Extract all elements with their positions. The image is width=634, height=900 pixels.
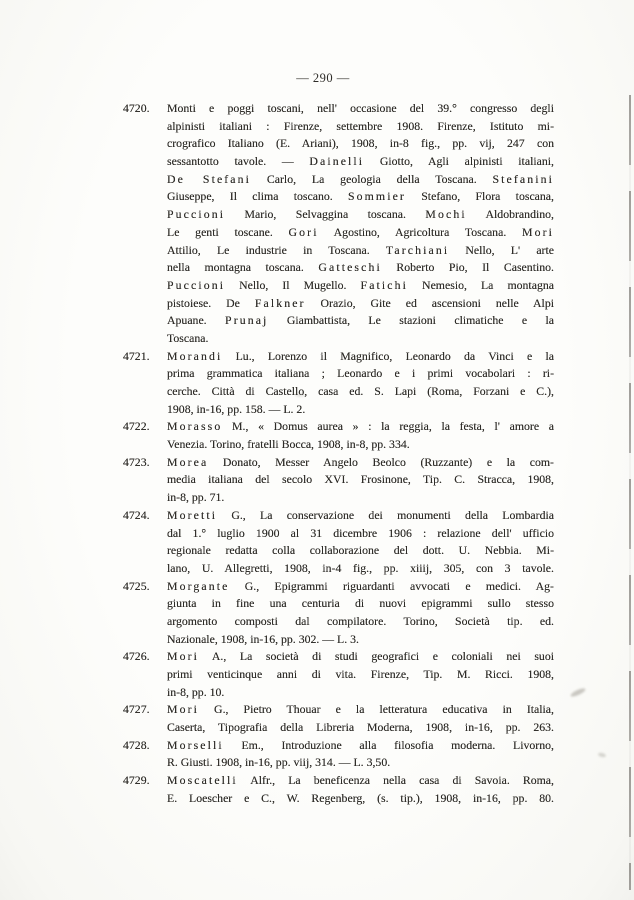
entry-line-text: primi venticinque anni di vita. Firenze, Tip. M. Ricci. 1908, [167,667,554,681]
entry-line-text: pistoiese. De [167,295,255,310]
entry-line [167,719,554,737]
entry-line-text: media italiana del secolo XVI. Frosinone, Tip. C. Stracca, 1908, [167,472,554,487]
entry-text [167,737,554,772]
entry-line [167,401,554,419]
author-name: Gori [288,224,319,239]
entry-line-text: Em., Introduzione alla filosofia moderna. Livorno, [223,737,554,752]
entry-line-text: nella montagna toscana. [167,260,319,275]
author-name: Stefanini [492,171,554,186]
author-name: Fatichi [360,277,409,292]
entry-line-text: dal 1.° luglio 1900 al 31 dicembre 1906 : relazione dell' ufficio [167,525,554,540]
author-name: Falkner [254,295,306,310]
entry-line [167,790,554,808]
entry-line-text: Giambattista, Le stazioni climatiche e la [268,313,554,328]
bibliography-entry [123,701,554,736]
author-name: Moretti [167,507,218,522]
page-number-header: — 290 — [296,71,350,85]
entry-line [167,295,554,313]
bibliography-entry [123,737,554,772]
entry-line-text: Orazio, Gite ed ascensioni nelle Alpi [305,295,554,310]
entry-number: 4725. [123,578,150,593]
entry-number: 4728. [123,737,150,752]
entry-line-text: Agostino, Agricoltura Toscana. [318,224,522,239]
entry-line [167,737,554,755]
entry-number: 4722. [123,419,150,434]
entry-line-text: Toscana. [167,330,209,345]
entry-line-text: Apuane. [167,313,226,328]
entry-line [167,188,554,206]
entry-number: 4727. [123,702,150,717]
entry-number: 4721. [123,348,150,363]
entry-line [167,754,554,772]
entry-line [167,471,554,489]
entry-line-text: Nello, L' arte [449,242,554,257]
author-name: Mori [522,224,554,239]
entry-line [167,383,554,401]
entry-text [167,348,554,419]
entry-line-text: Lu., Lorenzo il Magnifico, Leonardo da Vinci e la [222,348,554,363]
entry-line-text: Donato, Messer Angelo Beolco (Ruzzante) e la com- [208,454,554,469]
author-name: Morandi [167,348,223,363]
author-name: Morselli [167,737,224,752]
author-name: Sommier [348,189,406,204]
entry-line [167,560,554,578]
entry-line [167,135,554,153]
bibliography-entries [123,100,554,808]
entry-line [167,648,554,666]
entry-line-text: 1908, in-16, pp. 158. — L. 2. [167,401,306,416]
bibliography-entry [123,507,554,578]
entry-line [167,224,554,242]
entry-line [167,578,554,596]
scan-smudge [598,752,607,758]
bibliography-entry [123,418,554,453]
entry-line-text: Roberto Pio, Il Casentino. [381,260,554,275]
bibliography-entry [123,772,554,807]
entry-line-text: sessantotto tavole. — [167,154,310,169]
entry-line [167,701,554,719]
bibliography-entry [123,100,554,348]
entry-line [167,613,554,631]
author-name: Mori [167,702,199,717]
entry-line-text: Le genti toscane. [167,224,289,239]
entry-line [167,631,554,649]
entry-line [167,330,554,348]
entry-line [167,489,554,507]
entry-line [167,171,554,189]
entry-line [167,153,554,171]
author-name: Moscatelli [167,773,238,788]
entry-line-text: in-8, pp. 71. [167,490,225,505]
bibliography-entry [123,454,554,507]
entry-line [167,595,554,613]
entry-line-text: Attilio, Le industrie in Toscana. [167,242,386,257]
entry-line-text: Stefano, Flora toscana, [405,189,554,204]
author-name: Morasso [167,419,223,434]
entry-line [167,348,554,366]
entry-line-text: alpinisti italiani : Firenze, settembre 1908. Firenze, Istituto mi- [167,118,554,133]
entry-line-text: Nello, Il Mugello. [225,277,361,292]
author-name: De Stefani [167,171,252,186]
entry-line-text: in-8, pp. 10. [167,684,225,699]
entry-line [167,436,554,454]
scan-smudge [295,393,305,397]
author-name: Puccioni [167,277,226,292]
entry-line-text: Giotto, Agli alpinisti italiani, [364,154,554,169]
entry-line [167,206,554,224]
entry-text [167,701,554,736]
entry-text [167,418,554,453]
entry-line [167,100,554,118]
entry-line-text: cerche. Città di Castello, casa ed. S. Lapi (Roma, Forzani e C.), [167,384,554,398]
author-name: Prunaj [225,313,269,328]
entry-line [167,507,554,525]
author-name: Puccioni [167,207,226,222]
entry-line-text: crografico Italiano (E. Ariani), 1908, in-8 fig., pp. vij, 247 con [167,136,554,151]
bibliography-entry [123,578,554,649]
entry-line-text: Venezia. Torino, fratelli Bocca, 1908, in-8, pp. 334. [167,437,410,452]
scan-artifact-line [629,95,631,890]
entry-text [167,578,554,649]
entry-line-text: giunta in fine una centuria di nuovi epigrammi sullo stesso [167,596,554,611]
entry-line-text: lano, U. Allegretti, 1908, in-4 fig., pp. xiiij, 305, con 3 tavole. [167,560,554,575]
entry-line-text: Monti e poggi toscani, nell' occasione del 39.° congresso degli [167,101,554,115]
entry-number: 4726. [123,649,150,664]
entry-line [167,772,554,790]
entry-line-text: regionale redatta colla collaborazione del dott. U. Nebbia. Mi- [167,543,554,558]
author-name: Morea [167,454,209,469]
entry-line-text: G., Pietro Thouar e la letteratura educativa in Italia, [199,702,554,717]
entry-line-text: Aldobrandino, [466,207,554,222]
entry-line-text: A., La società di studi geografici e coloniali nei suoi [199,649,554,664]
entry-line [167,542,554,560]
entry-line-text: Carlo, La geologia della Toscana. [251,171,493,186]
entry-line [167,259,554,277]
entry-line [167,118,554,136]
entry-number: 4720. [123,101,150,115]
entry-text [167,100,554,348]
entry-text [167,648,554,701]
author-name: Mochi [425,207,467,222]
bibliography-entry [123,348,554,419]
entry-line [167,418,554,436]
entry-line-text: Giuseppe, Il clima toscano. [167,189,348,204]
entry-number: 4723. [123,454,150,469]
entry-line-text: Nazionale, 1908, in-16, pp. 302. — L. 3. [167,631,359,646]
entry-line-text: R. Giusti. 1908, in-16, pp. viij, 314. — L. 3,50. [167,755,391,770]
scan-smudge [570,687,587,698]
entry-line [167,242,554,260]
entry-line-text: argomento composti dal compilatore. Torino, Società tip. ed. [167,613,554,628]
author-name: Tarchiani [385,242,450,257]
entry-line [167,666,554,684]
entry-line [167,365,554,383]
author-name: Morgante [167,578,230,593]
author-name: Gatteschi [318,260,382,275]
entry-line [167,525,554,543]
bibliography-entry [123,648,554,701]
entry-line-text: prima grammatica italiana ; Leonardo e i primi vocabolari : ri- [167,366,554,381]
entry-line-text: Mario, Selvaggina toscana. [225,207,426,222]
entry-text [167,507,554,578]
author-name: Dainelli [309,154,365,169]
entry-number: 4729. [123,773,150,788]
author-name: Mori [167,649,199,664]
entry-line-text: Alfr., La beneficenza nella casa di Savoia. Roma, [237,773,554,788]
entry-line-text: E. Loescher e C., W. Regenberg, (s. tip.), 1908, in-16, pp. 80. [167,790,554,805]
entry-line-text: Caserta, Tipografia della Libreria Moderna, 1908, in-16, pp. 263. [167,720,554,735]
entry-text [167,772,554,807]
entry-line-text: M., « Domus aurea » : la reggia, la festa, l' amore a [222,419,554,434]
entry-text [167,454,554,507]
entry-number: 4724. [123,507,150,522]
entry-line-text: G., La conservazione dei monumenti della Lombardia [217,507,554,522]
entry-line-text: G., Epigrammi riguardanti avvocati e medici. Ag- [229,578,554,593]
entry-line [167,312,554,330]
entry-line [167,454,554,472]
entry-line-text: Nemesio, La montagna [408,277,554,292]
entry-line [167,684,554,702]
entry-line [167,277,554,295]
